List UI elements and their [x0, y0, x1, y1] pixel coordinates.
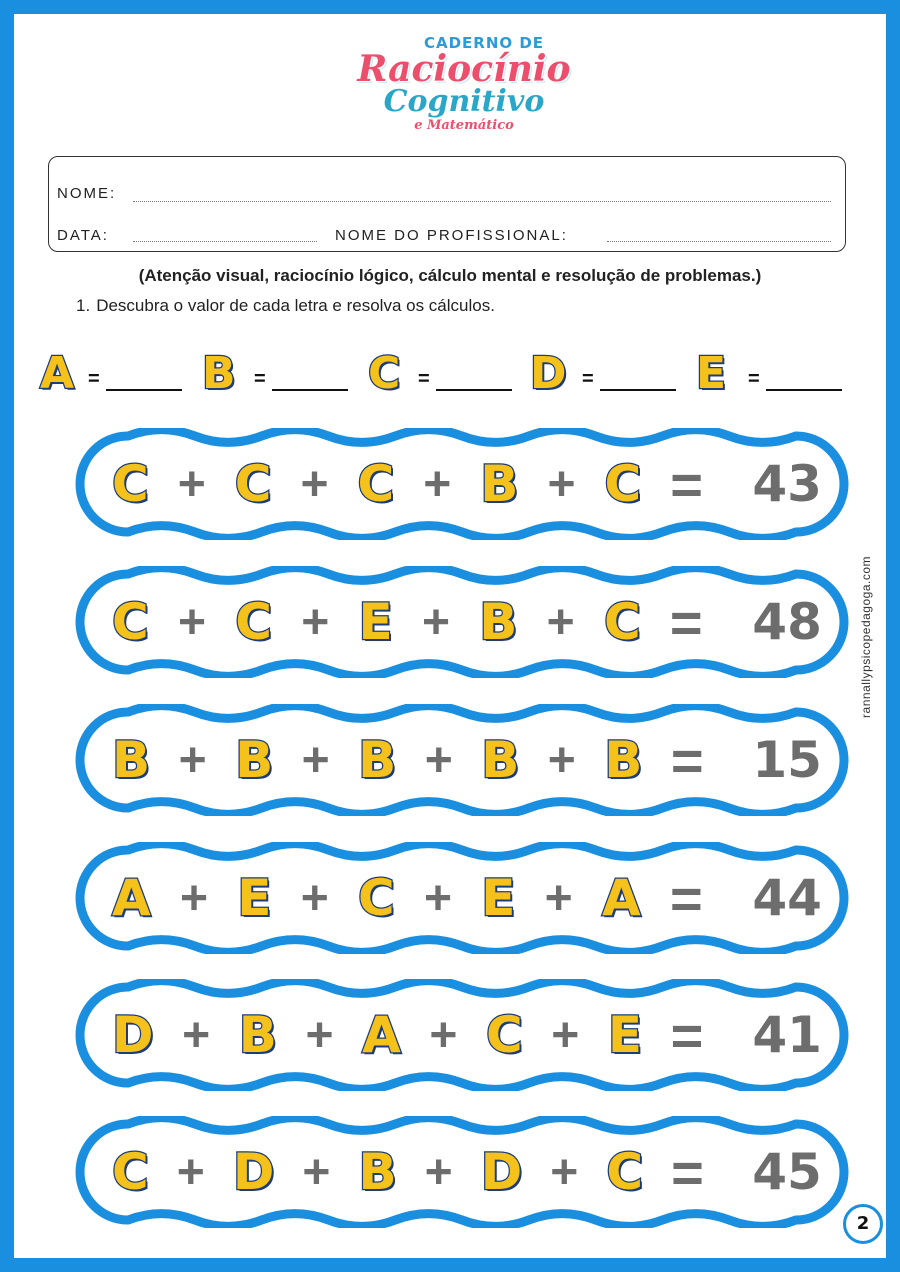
- caderno-logo: [354, 34, 574, 159]
- answer-equals-b: =: [254, 368, 266, 390]
- date-label: DATA:: [57, 227, 109, 244]
- equation-result: 45: [752, 1143, 822, 1201]
- equation-term: C: [357, 869, 395, 927]
- plus-sign: +: [300, 457, 329, 511]
- equation-term: E: [237, 869, 272, 927]
- worksheet-page: [14, 14, 886, 1258]
- instruction-text: Descubra o valor de cada letra e resolva os cálculos.: [96, 296, 495, 315]
- professional-label: NOME DO PROFISSIONAL:: [335, 227, 568, 244]
- equation-term: B: [604, 731, 643, 789]
- answer-letter-b: B: [202, 348, 236, 399]
- answer-blank-a[interactable]: [106, 389, 182, 391]
- logo-line-3: Cognitivo: [383, 84, 545, 119]
- plus-sign: +: [550, 1145, 579, 1199]
- plus-sign: +: [177, 457, 206, 511]
- equals-sign: =: [670, 1003, 704, 1067]
- logo-line-1: CADERNO DE: [423, 34, 545, 52]
- equation-term: B: [235, 731, 274, 789]
- instruction: [76, 296, 495, 316]
- activity-heading: (Atenção visual, raciocínio lógico, cálculo mental e resolução de problemas.): [138, 266, 762, 285]
- equation-row: [72, 428, 852, 540]
- equation-term: B: [358, 1143, 397, 1201]
- equation-row: [72, 1116, 852, 1228]
- plus-sign: +: [547, 733, 576, 787]
- equation-term: C: [603, 593, 641, 651]
- name-label: NOME:: [57, 185, 117, 202]
- equation-content: [112, 428, 822, 540]
- answer-equals-a: =: [88, 368, 100, 390]
- equals-sign: =: [669, 866, 703, 930]
- equation-content: [112, 979, 822, 1091]
- plus-sign: +: [179, 871, 208, 925]
- answer-letter-e: E: [696, 348, 727, 399]
- equals-sign: =: [670, 452, 703, 516]
- plus-sign: +: [544, 871, 573, 925]
- plus-sign: +: [302, 1145, 331, 1199]
- plus-sign: +: [301, 733, 330, 787]
- answer-blank-b[interactable]: [272, 389, 348, 391]
- logo-line-4: e Matemático: [414, 118, 514, 133]
- equation-result: 48: [752, 593, 822, 651]
- plus-sign: +: [177, 595, 206, 649]
- answer-equals-e: =: [748, 368, 760, 390]
- equation-term: B: [479, 593, 518, 651]
- instruction-number: 1.: [76, 296, 91, 315]
- website-credit: rannallypsicopedagoga.com: [859, 556, 873, 718]
- plus-sign: +: [178, 733, 207, 787]
- equation-term: B: [112, 731, 151, 789]
- plus-sign: +: [301, 595, 330, 649]
- equation-term: D: [112, 1006, 154, 1064]
- plus-sign: +: [424, 1145, 453, 1199]
- equation-row: [72, 979, 852, 1091]
- equation-result: 15: [752, 731, 822, 789]
- equals-sign: =: [669, 590, 703, 654]
- plus-sign: +: [429, 1008, 458, 1062]
- logo-line-2: Raciocínio: [357, 48, 571, 90]
- equation-term: D: [232, 1143, 275, 1201]
- answer-equals-d: =: [582, 368, 594, 390]
- equation-term: C: [112, 455, 149, 513]
- equation-term: C: [235, 593, 272, 651]
- equation-result: 43: [752, 455, 822, 513]
- equation-term: C: [604, 455, 642, 513]
- equation-content: [112, 842, 822, 954]
- equation-term: B: [358, 731, 397, 789]
- plus-sign: +: [300, 871, 329, 925]
- equation-row: [72, 842, 852, 954]
- equation-row: [72, 704, 852, 816]
- plus-sign: +: [421, 595, 450, 649]
- professional-field[interactable]: [607, 241, 831, 242]
- answer-letter-c: C: [368, 348, 401, 399]
- plus-sign: +: [182, 1008, 211, 1062]
- equation-content: [112, 1116, 822, 1228]
- answer-blank-d[interactable]: [600, 389, 676, 391]
- equation-term: C: [112, 593, 149, 651]
- plus-sign: +: [305, 1008, 334, 1062]
- equation-term: E: [358, 593, 393, 651]
- equals-sign: =: [671, 1140, 704, 1204]
- equation-term: B: [480, 455, 519, 513]
- equation-term: E: [607, 1006, 643, 1064]
- equals-sign: =: [670, 728, 704, 792]
- answer-blank-c[interactable]: [436, 389, 512, 391]
- equation-term: B: [238, 1006, 277, 1064]
- name-field[interactable]: [133, 201, 831, 202]
- answer-equals-c: =: [418, 368, 430, 390]
- equation-term: C: [606, 1143, 644, 1201]
- answer-blank-e[interactable]: [766, 389, 842, 391]
- equation-result: 44: [752, 869, 822, 927]
- equation-term: C: [486, 1006, 523, 1064]
- plus-sign: +: [423, 871, 452, 925]
- equation-term: E: [481, 869, 516, 927]
- plus-sign: +: [547, 457, 576, 511]
- equation-content: [112, 704, 822, 816]
- plus-sign: +: [546, 595, 575, 649]
- date-field[interactable]: [133, 241, 317, 242]
- equation-term: A: [601, 869, 641, 927]
- equation-term: D: [480, 1143, 523, 1201]
- plus-sign: +: [176, 1145, 205, 1199]
- answer-letter-a: A: [40, 348, 75, 399]
- equation-term: A: [112, 869, 151, 927]
- plus-sign: +: [423, 457, 452, 511]
- equation-term: A: [362, 1006, 401, 1064]
- equation-content: [112, 566, 822, 678]
- equation-term: B: [481, 731, 520, 789]
- student-info-box: [48, 156, 846, 252]
- equation-term: C: [357, 455, 395, 513]
- answer-letter-d: D: [530, 348, 567, 399]
- page-number: 2: [843, 1204, 883, 1244]
- plus-sign: +: [424, 733, 453, 787]
- equation-row: [72, 566, 852, 678]
- equation-term: C: [112, 1143, 149, 1201]
- equation-term: C: [234, 455, 272, 513]
- plus-sign: +: [551, 1008, 580, 1062]
- equation-result: 41: [752, 1006, 822, 1064]
